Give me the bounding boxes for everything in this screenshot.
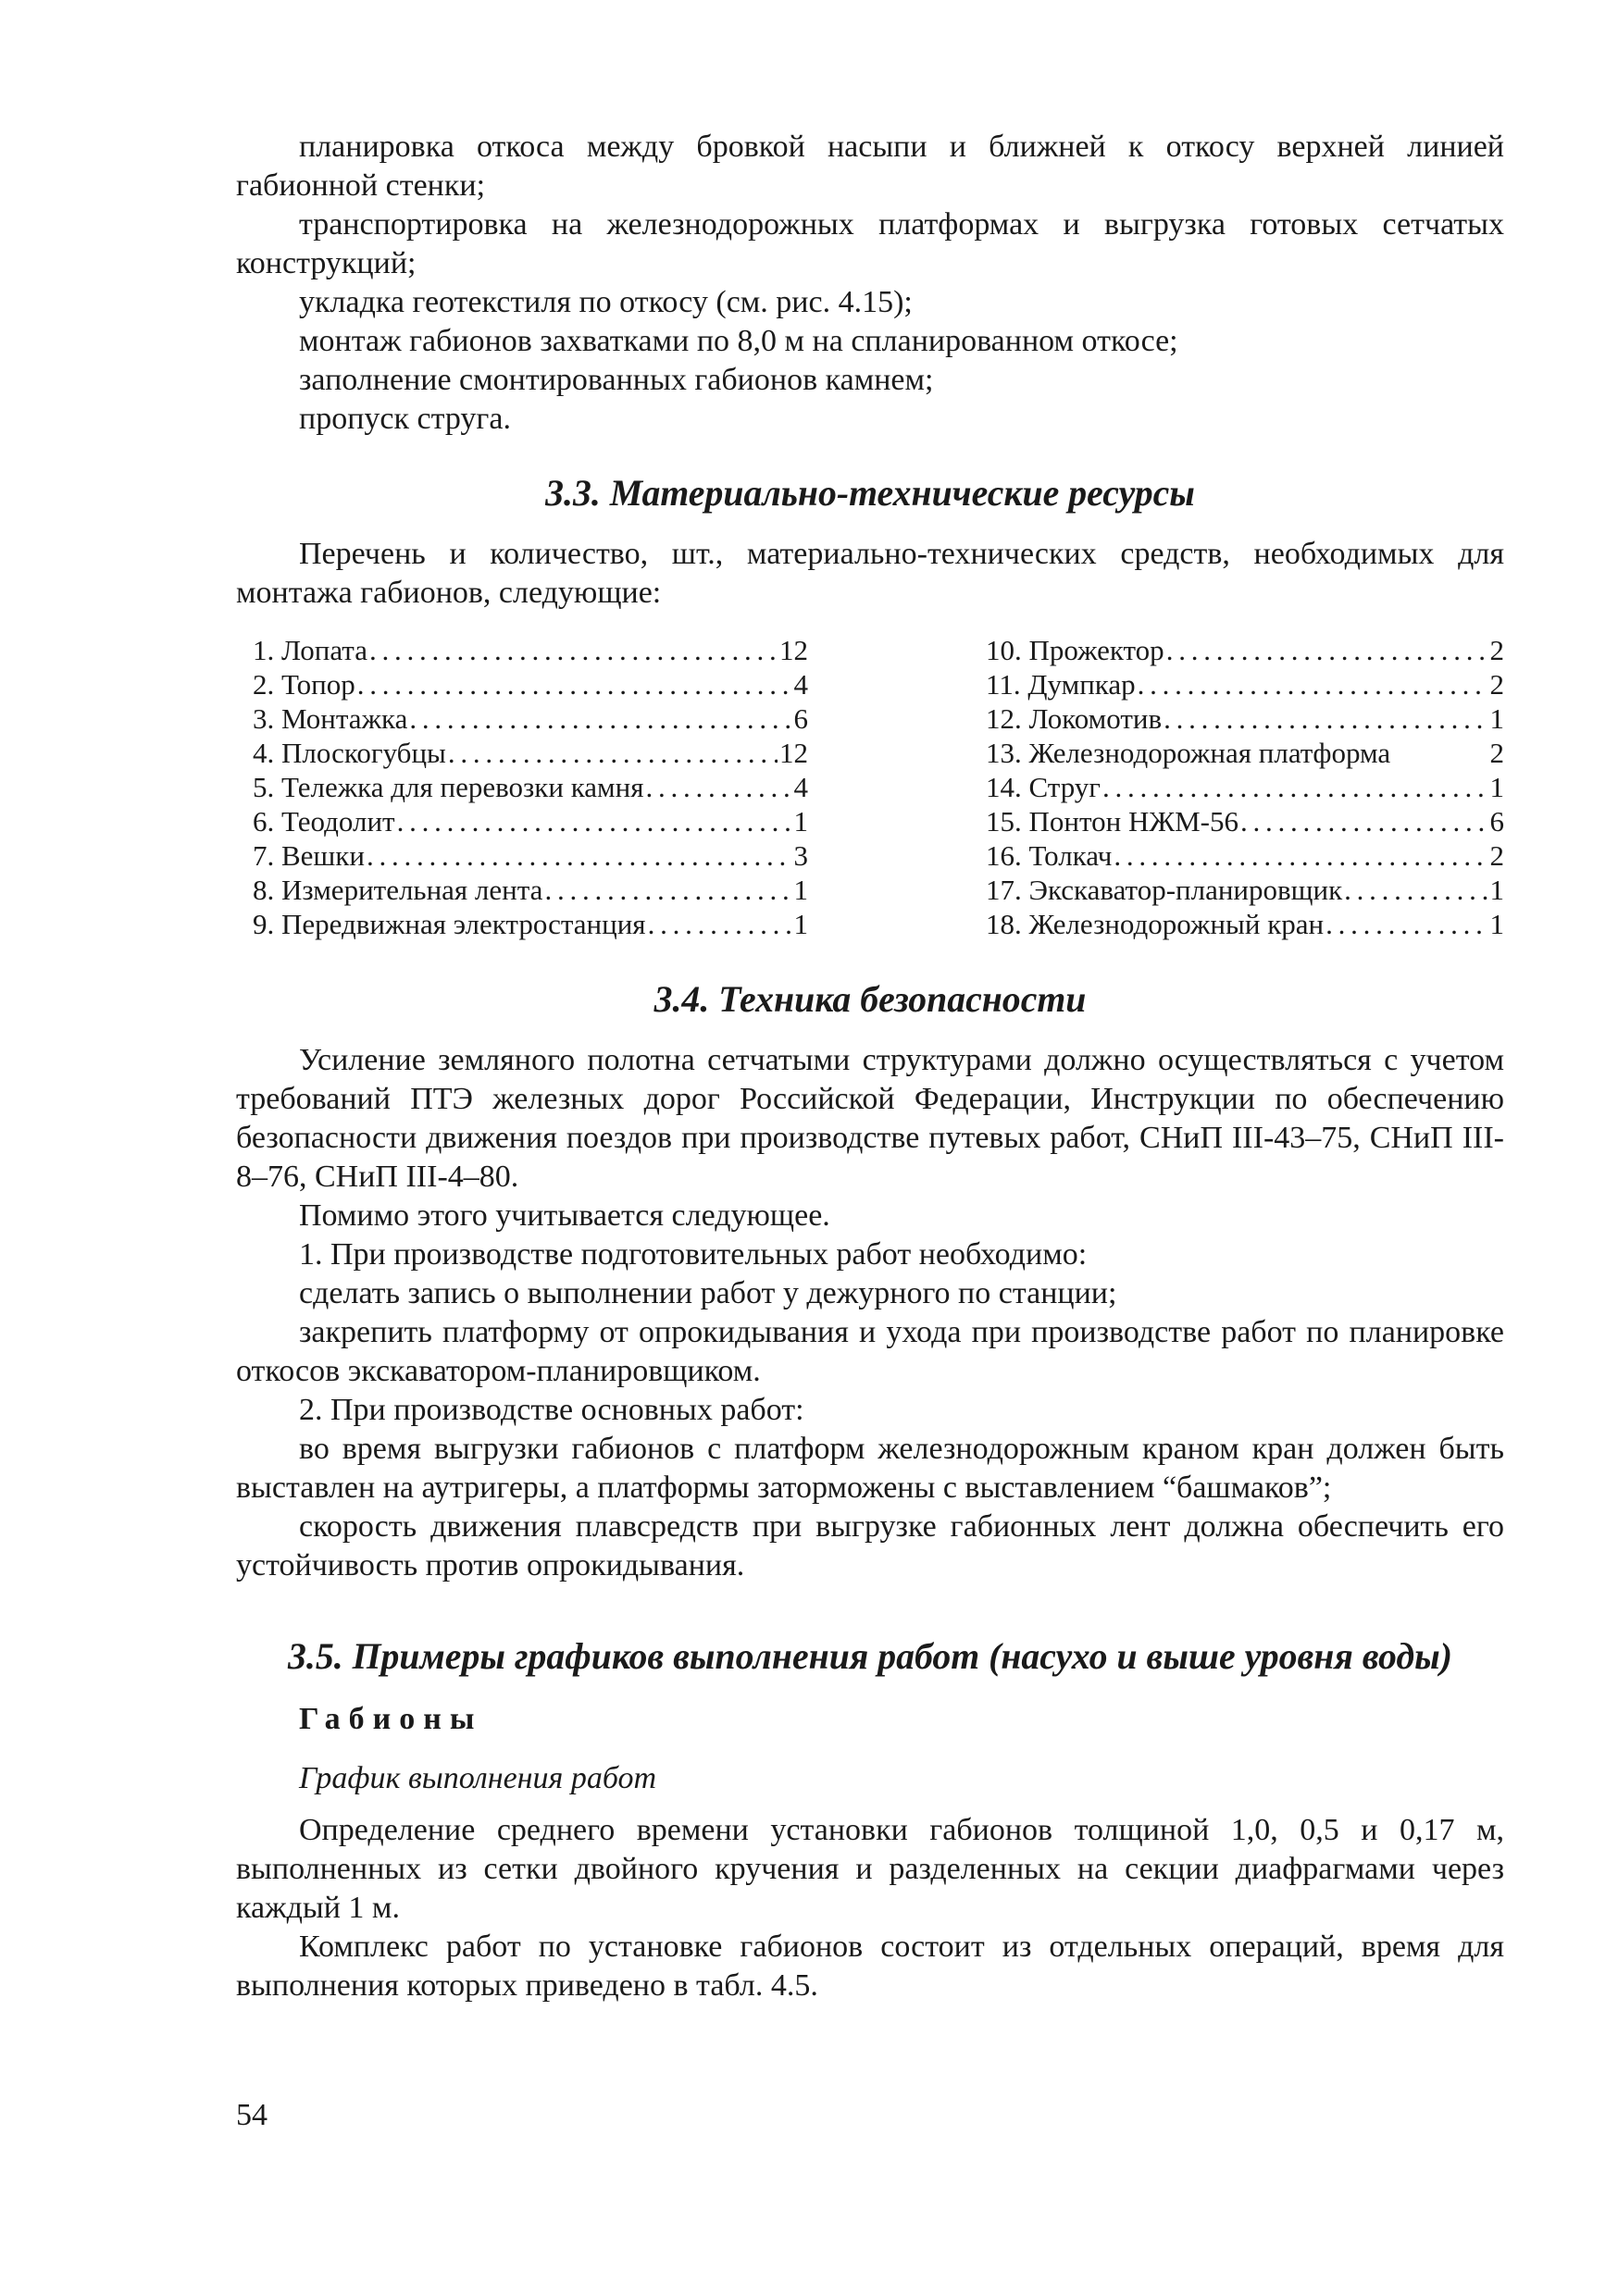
page-number: 54 bbox=[236, 2098, 268, 2132]
list-item: 18. Железнодорожный кран . . . 1 bbox=[986, 907, 1504, 941]
list-item: 15. Понтон НЖМ-56 . . . 6 bbox=[986, 804, 1504, 838]
list-item: 6. Теодолит . . . 1 bbox=[253, 804, 808, 838]
section-3-4-paragraph: во время выгрузки габионов с платформ железнодорожным краном кран должен быть выставлен на аутригеры, а платформы заторможены с выставлением “башмаков”; bbox=[236, 1432, 1504, 1505]
intro-line-6: пропуск струга. bbox=[299, 402, 511, 436]
list-item: 3. Монтажка . . . 6 bbox=[253, 701, 808, 736]
intro-line-4: монтаж габионов захватками по 8,0 м на спланированном откосе; bbox=[299, 324, 1178, 358]
section-3-4-paragraph: 1. При производстве подготовительных работ необходимо: bbox=[299, 1237, 1088, 1272]
list-item: 8. Измерительная лента . . . 1 bbox=[253, 873, 808, 907]
list-item: 11. Думпкар . . . 2 bbox=[986, 667, 1504, 701]
section-3-4-title: 3.4. Техника безопасности bbox=[653, 979, 1087, 1020]
list-item: 9. Передвижная электростанция . . . 1 bbox=[253, 907, 808, 941]
list-item: 5. Тележка для перевозки камня . . . 4 bbox=[253, 770, 808, 804]
page-content bbox=[236, 128, 1504, 2005]
resources-list bbox=[236, 633, 1504, 941]
section-3-4-paragraph: закрепить платформу от опрокидывания и ухода при производстве работ по планировке откосов экскаватором-планировщиком. bbox=[236, 1315, 1504, 1388]
list-item: 4. Плоскогубцы . . . 12 bbox=[253, 736, 808, 770]
section-3-4-paragraph: скорость движения плавсредств при выгрузке габионных лент должна обеспечить его устойчивость против опрокидывания. bbox=[236, 1509, 1504, 1582]
section-3-5-paragraph: Комплекс работ по установке габионов состоит из отдельных операций, время для выполнения которых приведено в табл. 4.5. bbox=[236, 1930, 1504, 2003]
list-item: 16. Толкач . . . 2 bbox=[986, 838, 1504, 873]
section-3-3-title: 3.3. Материально-технические ресурсы bbox=[545, 473, 1195, 514]
intro-line-1: планировка откоса между бровкой насыпи и ближней к откосу верхней линией габионной стенки; bbox=[236, 130, 1504, 203]
list-item: 1. Лопата . . . 12 bbox=[253, 633, 808, 667]
section-3-5-title: 3.5. Примеры графиков выполнения работ (насухо и выше уровня воды) bbox=[288, 1636, 1452, 1677]
intro-line-5: заполнение смонтированных габионов камнем; bbox=[299, 363, 934, 397]
list-item: 12. Локомотив . . . 1 bbox=[986, 701, 1504, 736]
intro-line-2: транспортировка на железнодорожных платформах и выгрузка готовых сетчатых конструкций; bbox=[236, 207, 1504, 280]
list-item: 7. Вешки . . . 3 bbox=[253, 838, 808, 873]
section-3-4-paragraph: сделать запись о выполнении работ у дежурного по станции; bbox=[299, 1276, 1117, 1310]
section-3-3-intro: Перечень и количество, шт., материально-технических средств, необходимых для монтажа габионов, следующие: bbox=[236, 537, 1504, 610]
resources-list-right bbox=[969, 633, 1504, 941]
section-3-4-paragraph: 2. При производстве основных работ: bbox=[299, 1393, 804, 1427]
list-item: 14. Струг . . . 1 bbox=[986, 770, 1504, 804]
list-item: 10. Прожектор . . . 2 bbox=[986, 633, 1504, 667]
section-3-5-paragraph: Определение среднего времени установки габионов толщиной 1,0, 0,5 и 0,17 м, выполненных из сетки двойного кручения и разделенных на секции диафрагмами через каждый 1 м. bbox=[236, 1813, 1504, 1925]
section-3-4-paragraph: Помимо этого учитывается следующее. bbox=[299, 1198, 830, 1233]
list-item: 17. Экскаватор-планировщик . . . 1 bbox=[986, 873, 1504, 907]
section-3-4-paragraph: Усиление земляного полотна сетчатыми структурами должно осуществляться с учетом требований ПТЭ железных дорог Российской Федерации, Инструкции по обеспечению безопасности движения поездов при производстве путевых работ, СНиП III-43–75, СНиП III-8–76, СНиП III-4–80. bbox=[236, 1043, 1504, 1194]
schedule-subtitle: График выполнения работ bbox=[299, 1761, 657, 1795]
list-item: 13. Железнодорожная платформа 2 bbox=[986, 737, 1504, 769]
list-item: 2. Топор . . . 4 bbox=[253, 667, 808, 701]
resources-list-left bbox=[236, 633, 808, 941]
gabions-heading: Габионы bbox=[299, 1702, 483, 1736]
intro-line-3: укладка геотекстиля по откосу (см. рис. 4.15); bbox=[299, 285, 913, 319]
